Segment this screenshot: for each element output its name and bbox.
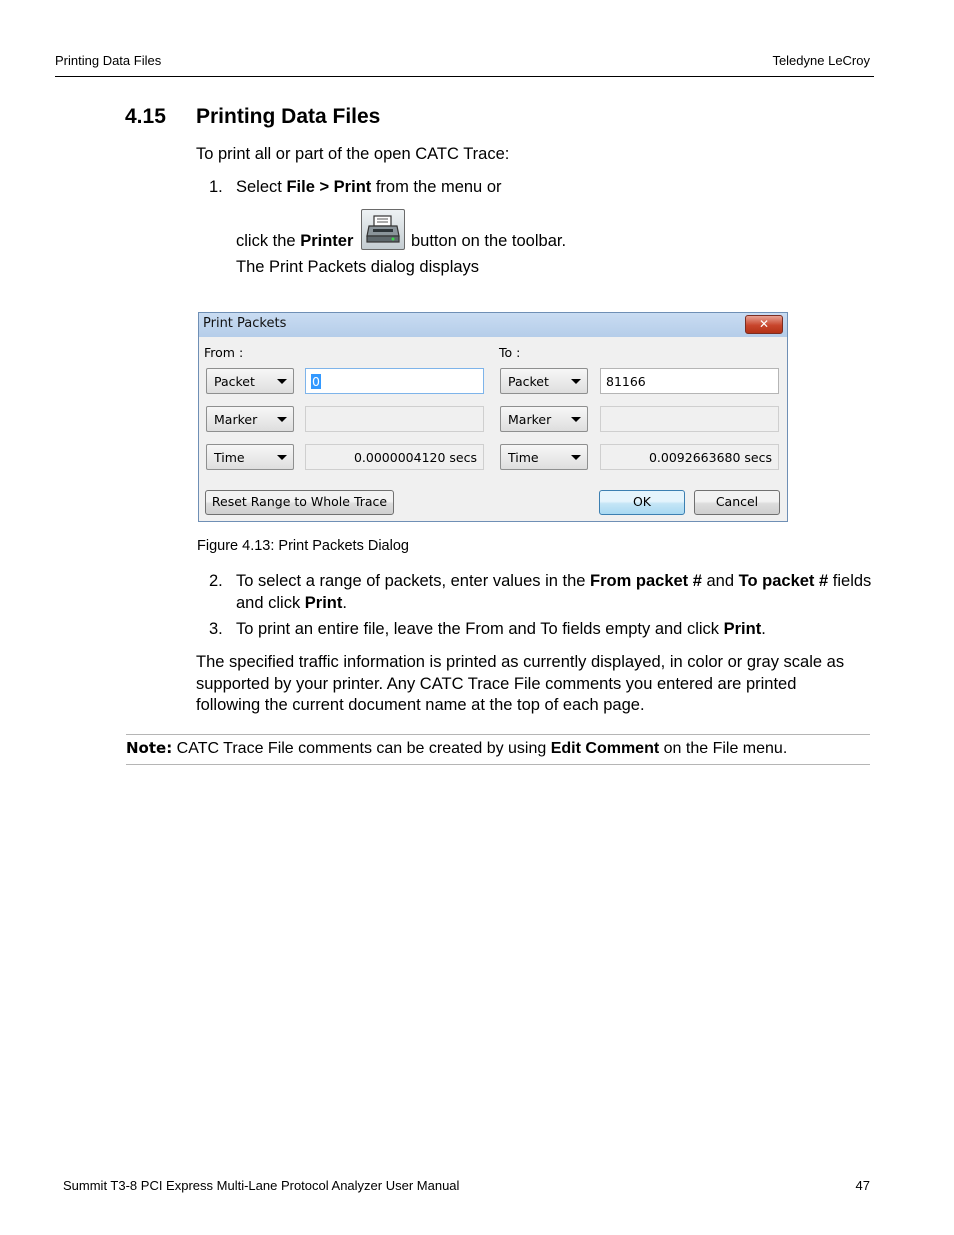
reset-range-button[interactable]: Reset Range to Whole Trace <box>205 490 394 515</box>
running-header-right: Teledyne LeCroy <box>772 53 870 68</box>
to-type-combo-marker[interactable]: Marker <box>500 406 588 432</box>
from-type-combo-time[interactable]: Time <box>206 444 294 470</box>
chevron-down-icon <box>571 417 581 422</box>
from-marker-input <box>305 406 484 432</box>
to-label: To : <box>499 345 521 360</box>
chevron-down-icon <box>571 455 581 460</box>
page-number: 47 <box>855 1178 870 1193</box>
chevron-down-icon <box>277 379 287 384</box>
dialog-title: Print Packets <box>203 316 287 331</box>
printer-toolbar-button[interactable] <box>361 209 405 250</box>
section-title: Printing Data Files <box>196 105 381 128</box>
step1-line2-left: click the Printer <box>236 232 354 250</box>
header-rule <box>55 76 874 77</box>
note-top-rule <box>126 734 870 735</box>
section-number: 4.15 <box>125 105 166 128</box>
step2-number: 2. <box>209 572 223 590</box>
chevron-down-icon <box>277 417 287 422</box>
intro-text: To print all or part of the open CATC Trace: <box>196 145 510 163</box>
step3-number: 3. <box>209 620 223 638</box>
paragraph-line-1: The specified traffic information is printed as currently displayed, in color or gray scale as <box>196 653 845 671</box>
footer-title: Summit T3-8 PCI Express Multi-Lane Protocol Analyzer User Manual <box>63 1178 460 1193</box>
chevron-down-icon <box>277 455 287 460</box>
step2-text: To select a range of packets, enter values in the From packet # and To packet # fields <box>236 572 872 590</box>
to-time-input: 0.0092663680 secs <box>600 444 779 470</box>
to-marker-input <box>600 406 779 432</box>
from-type-combo-marker[interactable]: Marker <box>206 406 294 432</box>
from-packet-input[interactable]: 0 <box>305 368 484 394</box>
printer-icon <box>362 210 404 249</box>
paragraph-line-2: supported by your printer. Any CATC Trace File comments you entered are printed <box>196 675 797 693</box>
to-packet-input[interactable]: 81166 <box>600 368 779 394</box>
from-type-combo-packet[interactable]: Packet <box>206 368 294 394</box>
step2-text-line2: and click Print. <box>236 594 347 612</box>
chevron-down-icon <box>571 379 581 384</box>
running-header-left: Printing Data Files <box>55 53 162 68</box>
dialog-titlebar <box>199 313 787 337</box>
print-packets-dialog <box>198 312 788 522</box>
cancel-button[interactable]: Cancel <box>694 490 780 515</box>
to-type-combo-time[interactable]: Time <box>500 444 588 470</box>
from-label: From : <box>204 345 244 360</box>
step1-number: 1. <box>209 178 223 196</box>
note-label: Note: <box>126 739 173 757</box>
step3-text: To print an entire file, leave the From and To fields empty and click Print. <box>236 620 766 638</box>
close-icon[interactable]: ✕ <box>745 315 783 334</box>
note-bottom-rule <box>126 764 870 765</box>
step1-line3: The Print Packets dialog displays <box>236 258 480 276</box>
step1-text: Select File > Print from the menu or <box>236 178 502 196</box>
ok-button[interactable]: OK <box>599 490 685 515</box>
to-type-combo-packet[interactable]: Packet <box>500 368 588 394</box>
from-time-input: 0.0000004120 secs <box>305 444 484 470</box>
step1-line2-right: button on the toolbar. <box>411 232 567 250</box>
figure-caption: Figure 4.13: Print Packets Dialog <box>197 538 409 554</box>
paragraph-line-3: following the current document name at the top of each page. <box>196 696 645 714</box>
note: Note: CATC Trace File comments can be created by using Edit Comment on the File menu. <box>126 739 788 757</box>
